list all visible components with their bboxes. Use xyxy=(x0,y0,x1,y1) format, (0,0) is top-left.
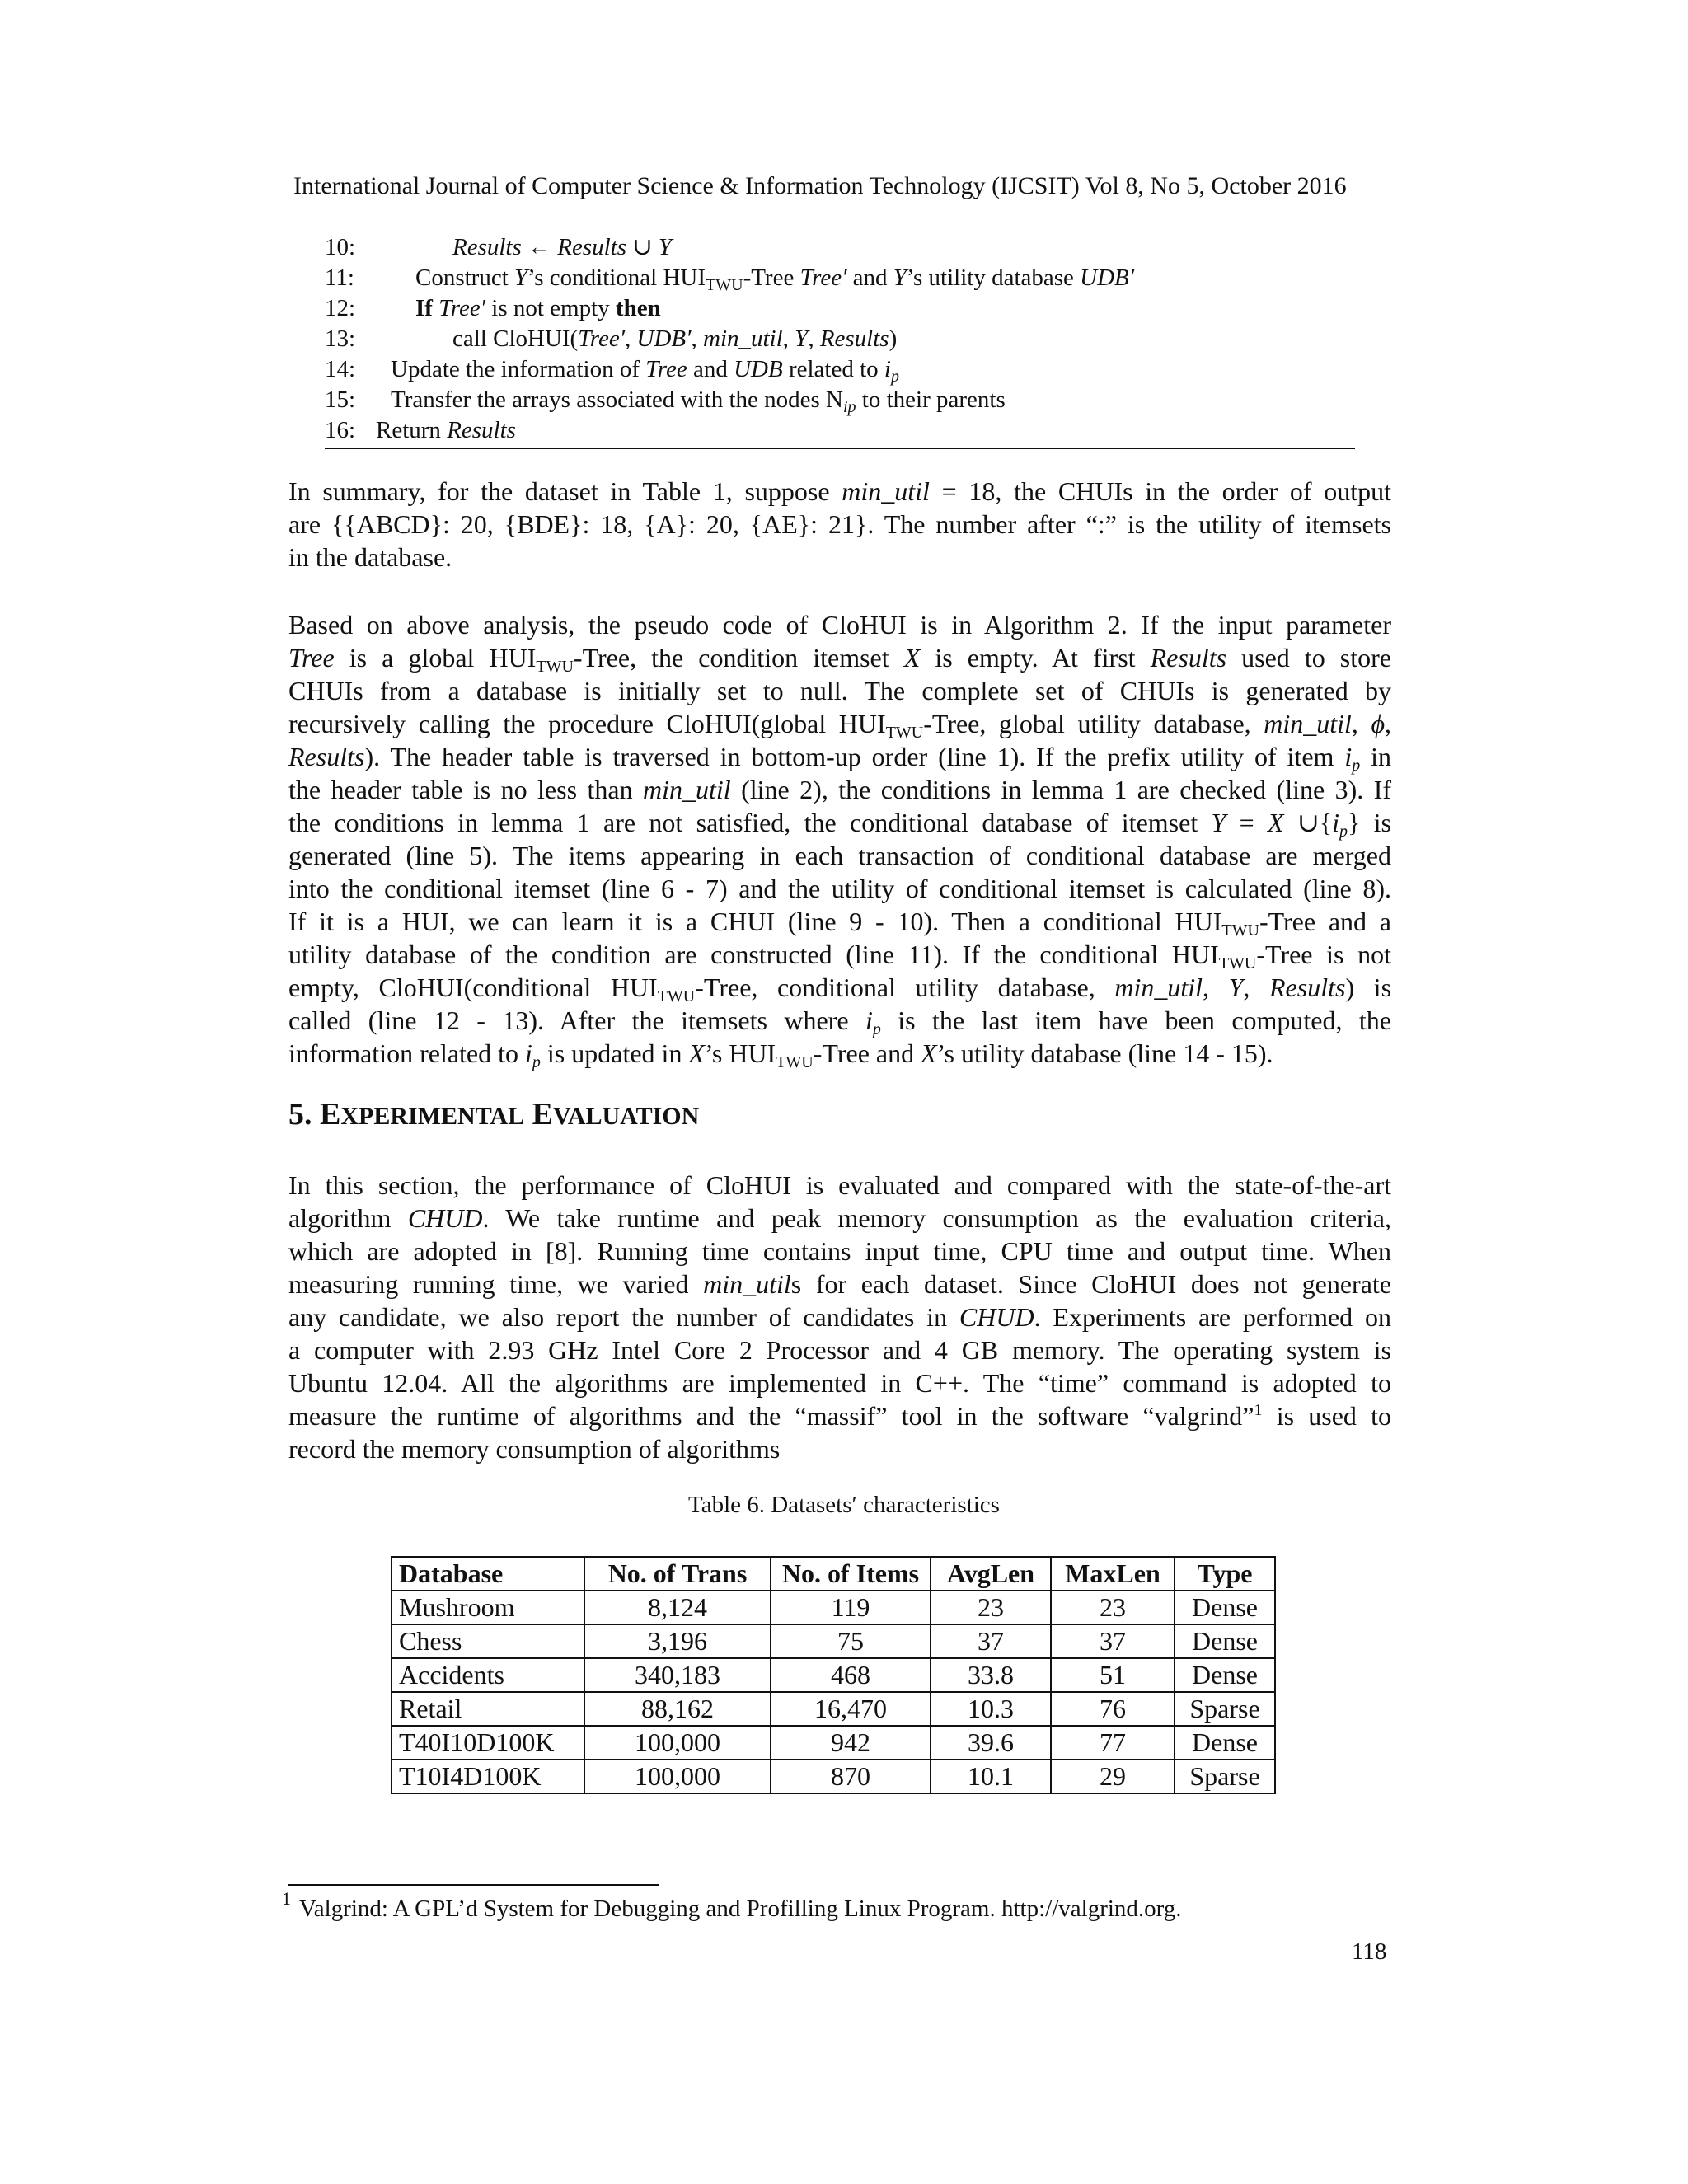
text-line: recursively calling the procedure CloHUI(global $HUI_{TWU}$-Tree, global utility database, min_util, ϕ, xyxy=(288,709,1392,742)
table-cell: 23 xyxy=(1051,1591,1175,1624)
table-cell: Accidents xyxy=(392,1658,584,1692)
table-cell: Dense xyxy=(1175,1591,1275,1624)
text-line: Results). The header table is traversed in bottom-up order (line 1). If the prefix utility of item $i_p$ in xyxy=(288,742,1392,775)
experiment-paragraph xyxy=(288,1169,1391,1465)
table-cell: 10.3 xyxy=(931,1692,1051,1726)
algorithm-listing xyxy=(325,232,1355,446)
text-line: CHUIs from a database is initially set to null. The complete set of CHUIs is generated by xyxy=(288,676,1391,705)
table-header-cell: Type xyxy=(1175,1557,1275,1591)
table-header-cell: MaxLen xyxy=(1051,1557,1175,1591)
table-row xyxy=(392,1624,1275,1658)
table-cell: Sparse xyxy=(1175,1760,1275,1793)
table-cell: 870 xyxy=(771,1760,931,1793)
datasets-table xyxy=(391,1556,1276,1794)
table-cell: 8,124 xyxy=(584,1591,771,1624)
table-caption: Table 6. Datasets′ characteristics xyxy=(688,1492,1000,1518)
table-row xyxy=(392,1726,1275,1760)
text-line: measure the runtime of algorithms and the “massif” tool in the software “valgrind”$^1$ is used to xyxy=(288,1401,1392,1431)
table-cell: 119 xyxy=(771,1591,931,1624)
algorithm-line-code: If Tree′ is not empty then xyxy=(415,295,661,321)
table-row xyxy=(392,1760,1275,1793)
table-cell: Dense xyxy=(1175,1726,1275,1760)
text-line: If it is a HUI, we can learn it is a CHUI (line 9 - 10). Then a conditional $HUI_{TWU}$-Tree and a xyxy=(288,907,1392,940)
algorithm-line xyxy=(325,324,1355,354)
table-cell: 468 xyxy=(771,1658,931,1692)
table-cell: Dense xyxy=(1175,1624,1275,1658)
text-line: which are adopted in [8]. Running time contains input time, CPU time and output time. When xyxy=(288,1236,1391,1266)
footnote xyxy=(282,1888,1182,1923)
text-line: measuring running time, we varied min_utils for each dataset. Since CloHUI does not generate xyxy=(288,1269,1392,1299)
table-cell: 340,183 xyxy=(584,1658,771,1692)
algorithm-line xyxy=(325,354,1355,385)
algorithm-line xyxy=(325,263,1355,293)
text-line: empty, CloHUI(conditional $HUI_{TWU}$-Tree, conditional utility database, min_util, Y, Results) is xyxy=(288,972,1392,1005)
table-cell: 100,000 xyxy=(584,1726,771,1760)
text-line: the conditions in lemma 1 are not satisfied, the conditional database of itemset Y = X $\cup\{i_p\}$ is xyxy=(288,808,1392,841)
text-line: information related to $i_p$ is updated in X’s $HUI_{TWU}$-Tree and X’s utility database (line 14 - 15). xyxy=(288,1038,1273,1071)
table-cell: T40I10D100K xyxy=(392,1726,584,1760)
table-header-row xyxy=(392,1557,1275,1591)
algorithm-line-number: 16: xyxy=(325,417,356,443)
table-cell: 10.1 xyxy=(931,1760,1051,1793)
algorithm-line xyxy=(325,415,1355,446)
table-header-cell: No. of Items xyxy=(771,1557,931,1591)
table-cell: 77 xyxy=(1051,1726,1175,1760)
text-line: into the conditional itemset (line 6 - 7) and the utility of conditional itemset is calculated (line 8). xyxy=(288,874,1391,903)
table-cell: 37 xyxy=(931,1624,1051,1658)
section-number: 5. xyxy=(288,1097,312,1132)
table-cell: Retail xyxy=(392,1692,584,1726)
text-line: in the database. xyxy=(288,542,452,572)
algorithm-line-code: Return Results xyxy=(376,417,516,443)
table-row xyxy=(392,1591,1275,1624)
page-number: 118 xyxy=(1352,1938,1387,1965)
text-line: Ubuntu 12.04. All the algorithms are implemented in C++. The “time” command is adopted to xyxy=(288,1368,1391,1398)
algorithm-bottom-rule xyxy=(325,448,1355,449)
text-line: utility database of the condition are constructed (line 11). If the conditional $HUI_{TWU}$-Tree is not xyxy=(288,940,1392,972)
analysis-paragraph xyxy=(288,608,1391,1070)
table-header-cell: AvgLen xyxy=(931,1557,1051,1591)
text-line: Based on above analysis, the pseudo code of CloHUI is in Algorithm 2. If the input parameter xyxy=(288,610,1391,640)
algorithm-line-number: 13: xyxy=(325,326,356,352)
table-cell: 100,000 xyxy=(584,1760,771,1793)
table-cell: 33.8 xyxy=(931,1658,1051,1692)
table-cell: 88,162 xyxy=(584,1692,771,1726)
table-cell: 16,470 xyxy=(771,1692,931,1726)
algorithm-line xyxy=(325,293,1355,324)
algorithm-line-number: 14: xyxy=(325,356,356,382)
text-line: the header table is no less than min_util (line 2), the conditions in lemma 1 are checked (line 3). If xyxy=(288,775,1392,804)
table-cell: 29 xyxy=(1051,1760,1175,1793)
table-cell: 942 xyxy=(771,1726,931,1760)
text-line: Tree is a global $HUI_{TWU}$-Tree, the condition itemset X is empty. At first Results used to store xyxy=(288,643,1392,676)
table-cell: 51 xyxy=(1051,1658,1175,1692)
journal-header: International Journal of Computer Science & Information Technology (IJCSIT) Vol 8, No 5, October 2016 xyxy=(293,172,1347,199)
text-line: any candidate, we also report the number of candidates in CHUD. Experiments are performed on xyxy=(288,1302,1392,1332)
algorithm-line-number: 12: xyxy=(325,295,356,321)
table-cell: Sparse xyxy=(1175,1692,1275,1726)
table-cell: 75 xyxy=(771,1624,931,1658)
algorithm-line-number: 15: xyxy=(325,387,356,413)
algorithm-line xyxy=(325,385,1355,415)
algorithm-line-number: 11: xyxy=(325,265,354,291)
table-row xyxy=(392,1692,1275,1726)
footnote-mark: 1 xyxy=(282,1888,291,1909)
text-line: In this section, the performance of CloHUI is evaluated and compared with the state-of-the-art xyxy=(288,1170,1391,1200)
table-row xyxy=(392,1658,1275,1692)
text-line: a computer with 2.93 GHz Intel Core 2 Processor and 4 GB memory. The operating system is xyxy=(288,1335,1391,1365)
table-cell: Dense xyxy=(1175,1658,1275,1692)
text-line: record the memory consumption of algorithms xyxy=(288,1434,781,1464)
table-cell: 3,196 xyxy=(584,1624,771,1658)
section-title: EXPERIMENTAL EVALUATION xyxy=(320,1097,700,1132)
table-cell: Chess xyxy=(392,1624,584,1658)
table-cell: T10I4D100K xyxy=(392,1760,584,1793)
algorithm-line-code: Transfer the arrays associated with the nodes $N_{ip}$ to their parents xyxy=(391,387,1006,416)
algorithm-line-number: 10: xyxy=(325,234,356,260)
summary-paragraph xyxy=(288,475,1391,574)
table-cell: 23 xyxy=(931,1591,1051,1624)
table-header-cell: No. of Trans xyxy=(584,1557,771,1591)
algorithm-line-code: Results ← Results ∪ Y xyxy=(452,234,673,260)
table-cell: Mushroom xyxy=(392,1591,584,1624)
footnote-text: Valgrind: A GPL’d System for Debugging and Profilling Linux Program. http://valgrind.org. xyxy=(299,1896,1182,1922)
table-cell: 76 xyxy=(1051,1692,1175,1726)
text-line: In summary, for the dataset in Table 1, suppose min_util = 18, the CHUIs in the order of output xyxy=(288,476,1391,506)
section-heading xyxy=(288,1096,699,1132)
text-line: algorithm CHUD. We take runtime and peak memory consumption as the evaluation criteria, xyxy=(288,1203,1392,1233)
algorithm-line-code: Update the information of Tree and UDB related to $i_p$ xyxy=(391,356,899,386)
text-line: are {{ABCD}: 20, {BDE}: 18, {A}: 20, {AE}: 21}. The number after “:” is the utility of itemsets xyxy=(288,509,1391,539)
algorithm-line xyxy=(325,232,1355,263)
table-cell: 37 xyxy=(1051,1624,1175,1658)
algorithm-line-code: Construct Y’s conditional $HUI_{TWU}$-Tree Tree′ and Y’s utility database UDB′ xyxy=(415,265,1135,294)
algorithm-line-code: call CloHUI(Tree′, UDB′, min_util, Y, Results) xyxy=(452,326,898,352)
text-line: generated (line 5). The items appearing in each transaction of conditional database are merged xyxy=(288,841,1391,870)
footnote-rule xyxy=(288,1884,659,1886)
table-cell: 39.6 xyxy=(931,1726,1051,1760)
table-header-cell: Database xyxy=(392,1557,584,1591)
text-line: called (line 12 - 13). After the itemsets where $i_p$ is the last item have been computed, the xyxy=(288,1005,1392,1038)
